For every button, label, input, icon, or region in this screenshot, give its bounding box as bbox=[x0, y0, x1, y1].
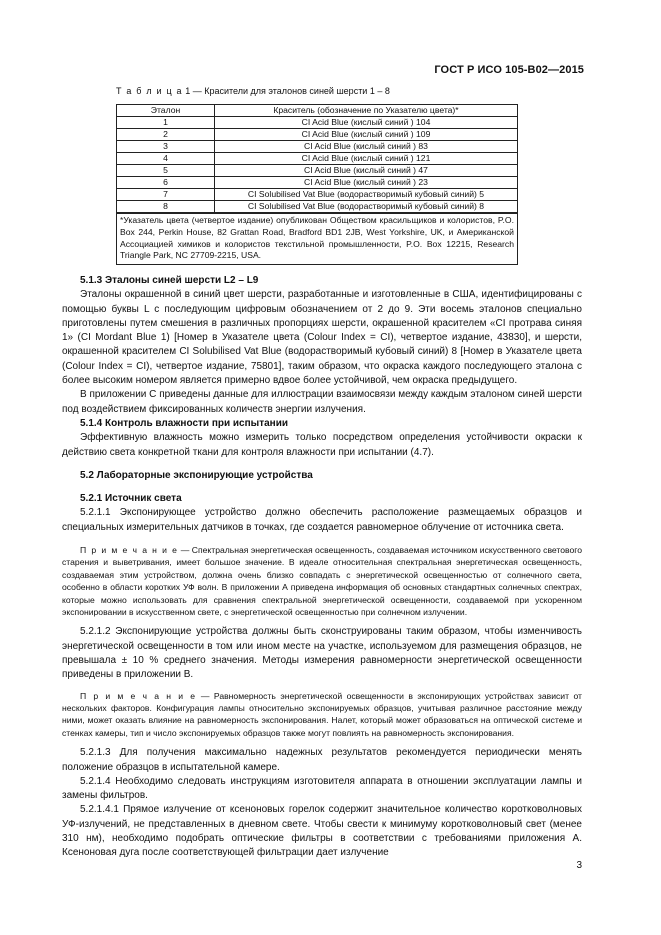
cell-dye: CI Acid Blue (кислый синий ) 83 bbox=[215, 141, 518, 153]
table-row bbox=[117, 177, 518, 189]
note bbox=[62, 544, 582, 618]
table-row bbox=[117, 189, 518, 201]
column-header-dye: Краситель (обозначение по Указателю цвета)* bbox=[215, 105, 518, 117]
note-label: П р и м е ч а н и е bbox=[80, 690, 197, 701]
paragraph: 5.2.1.2 Экспонирующие устройства должны быть сконструированы таким образом, чтобы изменчивость энергетической освещенности в том или ином месте на участке, используемом для размещения образцов, не превышала ± 10 % среднего значения. Методы измерения равномерности энергетической освещенности приведены в приложении В. bbox=[62, 626, 582, 681]
section-5-1-3-heading: 5.1.3 Эталоны синей шерсти L2 – L9 bbox=[80, 275, 259, 286]
dyes-table bbox=[116, 104, 518, 265]
section-5-2-1-heading: 5.2.1 Источник света bbox=[80, 493, 182, 505]
paragraph: 5.2.1.4.1 Прямое излучение от ксеноновых горелок содержит значительное количество коротковолновых УФ-излучений, не представленных в дневном свете. Чтобы свести к минимуму коротковолновый свет (менее 310 нм), необходимо подобрать оптические фильтры в соответствии с требованиями приложения А. Ксеноновая дуга после соответствующей фильтрации дает излучение bbox=[62, 804, 582, 859]
cell-standard: 1 bbox=[117, 117, 215, 129]
cell-dye: CI Acid Blue (кислый синий ) 23 bbox=[215, 177, 518, 189]
paragraph: 5.2.1.4 Необходимо следовать инструкциям изготовителя аппарата в отношении эксплуатации лампы и замены фильтров. bbox=[62, 775, 582, 802]
cell-standard: 7 bbox=[117, 189, 215, 201]
table-caption-text: 1 — Красители для эталонов синей шерсти 1 – 8 bbox=[185, 86, 390, 96]
document-code: ГОСТ Р ИСО 105-В02—2015 bbox=[434, 64, 584, 76]
note-text: — Спектральная энергетическая освещенность, создаваемая источником искусственного светового старения и выветривания, имеет большое значение. В идеале относительная спектральная энергетическая освещенность, создаваемая этим устройством, должна очень близко совпадать с энергетической освещенностью от солнечного света, особенно в области коротких УФ волн. В приложении А приведена информация об основных стандартных солнечных спектрах, которые можно использовать для сравнения спектральной энергетической освещенности, создаваемой при ускоренном экспонировании в искусственном свете, с энергетической освещенностью при солнечном излучении. bbox=[62, 545, 583, 618]
table-footnote-row bbox=[117, 213, 518, 265]
table-row bbox=[117, 141, 518, 153]
cell-standard: 2 bbox=[117, 129, 215, 141]
cell-standard: 5 bbox=[117, 165, 215, 177]
document-body bbox=[62, 274, 582, 861]
section-5-1-4-heading: 5.1.4 Контроль влажности при испытании bbox=[80, 417, 288, 429]
table-row bbox=[117, 165, 518, 177]
cell-standard: 8 bbox=[117, 201, 215, 214]
paragraph: В приложении С приведены данные для иллюстрации взаимосвязи между каждым эталоном синей шерсти под воздействием фиксированных количеств энергии излучения. bbox=[62, 389, 582, 415]
page-number: 3 bbox=[576, 860, 582, 871]
note bbox=[62, 690, 582, 740]
table-row bbox=[117, 201, 518, 214]
table-row bbox=[117, 153, 518, 165]
cell-dye: CI Acid Blue (кислый синий ) 104 bbox=[215, 117, 518, 129]
table-header-row bbox=[117, 105, 518, 117]
table-caption-label: Т а б л и ц а bbox=[116, 86, 183, 96]
cell-dye: CI Acid Blue (кислый синий ) 47 bbox=[215, 165, 518, 177]
table-footnote: *Указатель цвета (четвертое издание) опубликован Обществом красильщиков и колористов, P.O. Box 244, Perkin House, 82 Grattan Road, Bradford BD1 2JB, West Yorkshire, UK, и Американской Ассоциацией химиков и колористов текстильной промышленности, P.O. Box 12215, Research Triangle Park, NC 27709-2215, USA. bbox=[117, 213, 518, 265]
cell-dye: CI Acid Blue (кислый синий ) 109 bbox=[215, 129, 518, 141]
table-row bbox=[117, 129, 518, 141]
paragraph: Эталоны окрашенной в синий цвет шерсти, разработанные и изготовленные в США, идентифицированы с помощью буквы L с последующим цифровым обозначением от 2 до 9. Эти восемь эталонов специально приготовлены путем смешения в различных пропорциях шерсти, окрашенной красителем «CI протрава синяя 1» (CI Mordant Blue 1) [Номер в Указателе цвета (Colour Index = CI), четвертое издание, 43830], и шерсти, окрашенной красителем CI Solubilised Vat Blue (водорастворимый кубовый синий) 8 [Номер в Указателе цвета (Colour Index = CI), четвертое издание, 75801], таким образом, что окраска каждого последующего эталона с более высоким номером является примерно вдвое более устойчивой, чем окраска предыдущего. bbox=[62, 289, 582, 387]
cell-dye: CI Acid Blue (кислый синий ) 121 bbox=[215, 153, 518, 165]
cell-dye: CI Solubilised Vat Blue (водорастворимый кубовый синий) 8 bbox=[215, 201, 518, 214]
cell-standard: 4 bbox=[117, 153, 215, 165]
cell-standard: 6 bbox=[117, 177, 215, 189]
table-caption bbox=[116, 86, 390, 96]
note-text: — Равномерность энергетической освещенности в экспонирующих устройствах зависит от нескольких факторов. Конфигурация лампы относительно экспонируемых образцов, учитывая различное расстояние между ними, может оказать влияние на равномерность экспонирования. Налет, который может образоваться на оптической системе и стенках камеры, тип и число экспонируемых образцов также могут повлиять на равномерность экспонирования. bbox=[62, 690, 582, 738]
paragraph: 5.2.1.3 Для получения максимально надежных результатов рекомендуется периодически менять положение образцов в испытательной камере. bbox=[62, 747, 582, 773]
paragraph: Эффективную влажность можно измерить только посредством определения устойчивости окраски к действию света конкретной ткани для контроля влажности при испытании (4.7). bbox=[62, 432, 582, 458]
cell-dye: CI Solubilised Vat Blue (водорастворимый кубовый синий) 5 bbox=[215, 189, 518, 201]
paragraph: 5.2.1.1 Экспонирующее устройство должно обеспечить расположение размещаемых образцов и специальных измерительных датчиков в точках, где создается равномерное облучение от источника света. bbox=[62, 507, 582, 533]
section-5-2-heading: 5.2 Лабораторные экспонирующие устройства bbox=[80, 469, 313, 481]
note-label: П р и м е ч а н и е bbox=[80, 545, 179, 556]
cell-standard: 3 bbox=[117, 141, 215, 153]
table-row bbox=[117, 117, 518, 129]
column-header-standard: Эталон bbox=[117, 105, 215, 117]
